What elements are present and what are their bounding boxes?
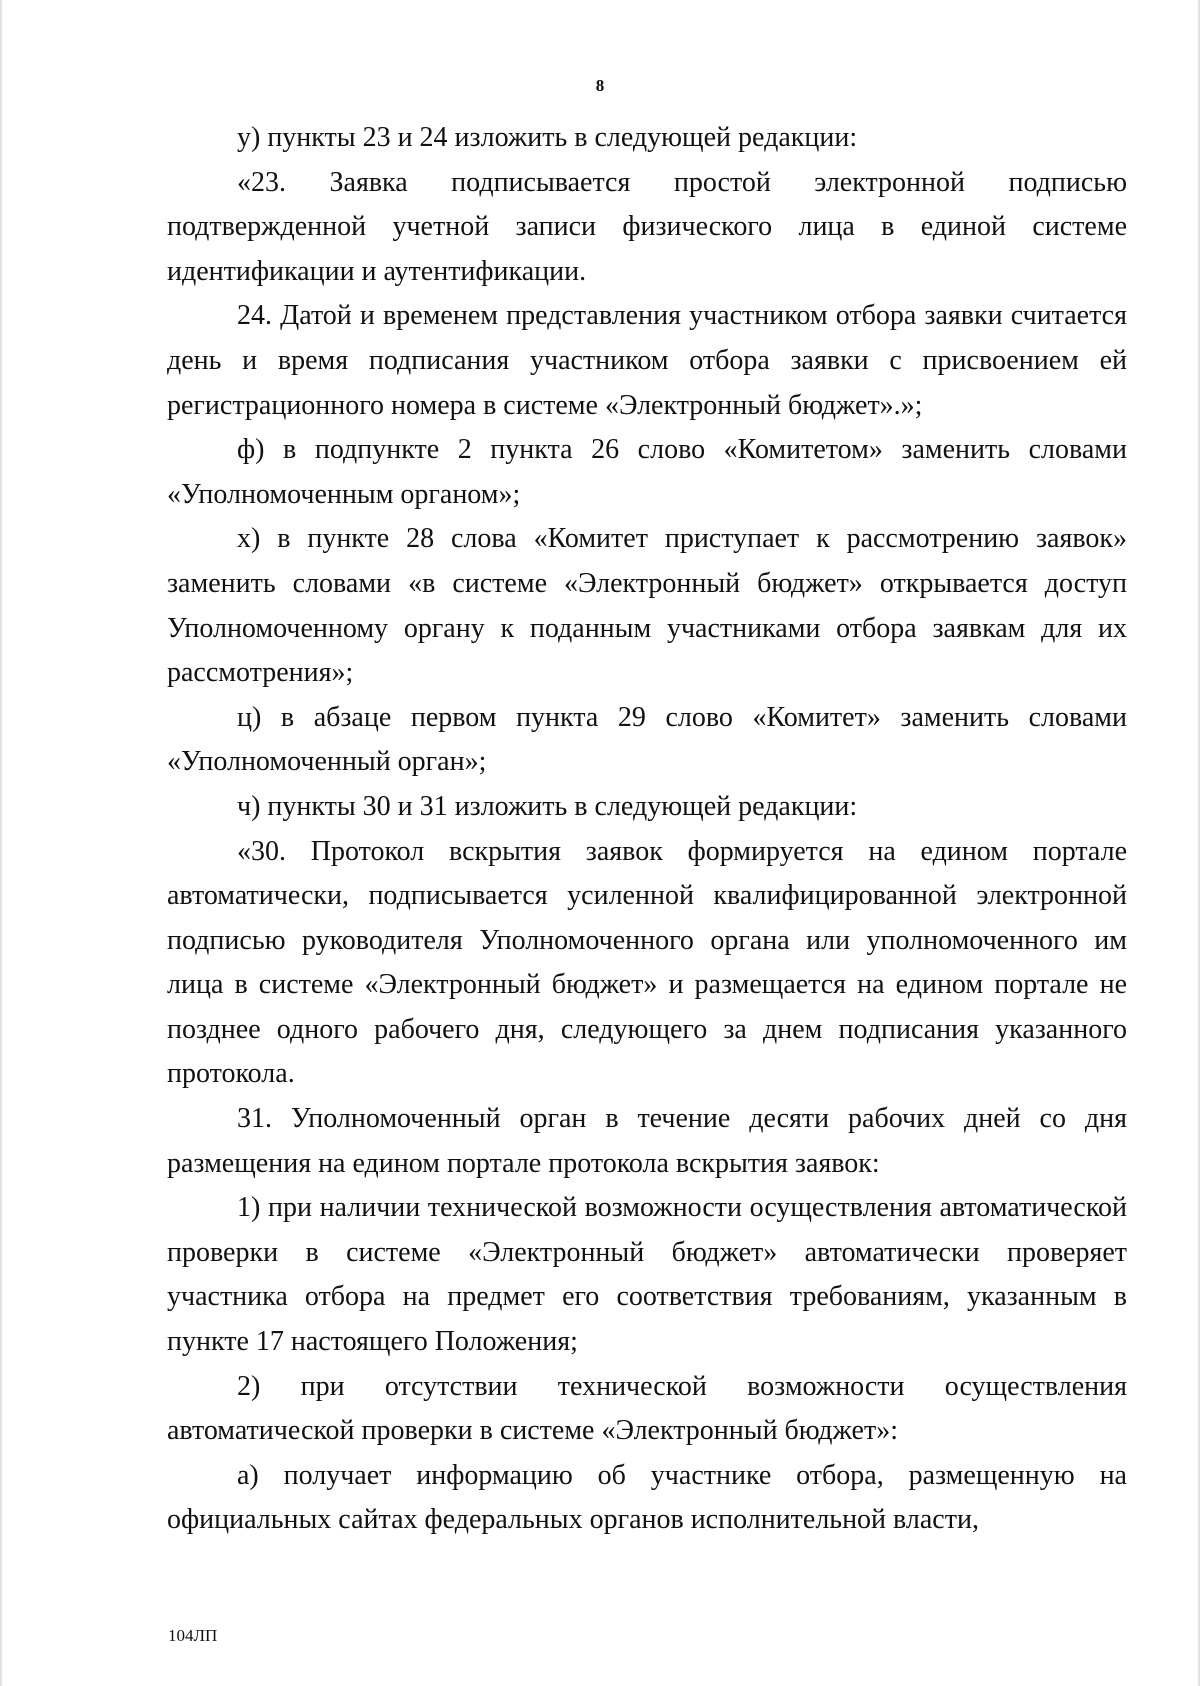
paragraph-u: у) пункты 23 и 24 изложить в следующей редакции: xyxy=(237,122,858,153)
paragraph-31: 31. Уполномоченный орган в течение десяти рабочих дней со дня размещения на едином портале протокола вскрытия заявок: xyxy=(167,1103,1127,1179)
page-number: 8 xyxy=(595,76,605,95)
document-body xyxy=(167,116,1127,1543)
paragraph-30: «30. Протокол вскрытия заявок формируется на едином портале автоматически, подписывается усиленной квалифицированной электронной подписью руководителя Уполномоченного органа или уполномоченного им лица в системе «Электронный бюджет» и размещается на едином портале не позднее одного рабочего дня, следующего за днем подписания указанного протокола. xyxy=(167,835,1127,1090)
paragraph-ch: ч) пункты 30 и 31 изложить в следующей редакции: xyxy=(237,790,858,822)
document-code: 104ЛП xyxy=(168,1626,218,1645)
paragraph-ts: ц) в абзаце первом пункта 29 слово «Комитет» заменить словами «Уполномоченный орган»; xyxy=(167,701,1127,778)
paragraph-23: «23. Заявка подписывается простой электронной подписью подтвержденной учетной записи физического лица в единой системе идентификации и аутентификации. xyxy=(167,166,1127,287)
paragraph-31-item-2a: а) получает информацию об участнике отбора, размещенную на официальных сайтах федеральных органов исполнительной власти, xyxy=(167,1459,1127,1536)
paragraph-31-item-1: 1) при наличии технической возможности осуществления автоматической проверки в системе «Электронный бюджет» автоматически проверяет участника отбора на предмет его соответствия требованиям, указанным в пункте 17 настоящего Положения; xyxy=(167,1192,1127,1358)
scan-edge-left xyxy=(0,0,3,1686)
paragraph-31-item-2: 2) при отсутствии технической возможности осуществления автоматической проверки в системе «Электронный бюджет»: xyxy=(167,1370,1127,1447)
paragraph-24: 24. Датой и временем представления участником отбора заявки считается день и время подписания участником отбора заявки с присвоением ей регистрационного номера в системе «Электронный бюджет».»; xyxy=(167,300,1127,421)
paragraph-f: ф) в подпункте 2 пункта 26 слово «Комитетом» заменить словами «Уполномоченным органом»; xyxy=(167,434,1127,510)
paragraph-kh: х) в пункте 28 слова «Комитет приступает к рассмотрению заявок» заменить словами «в системе «Электронный бюджет» открывается доступ Уполномоченному органу к поданным участниками отбора заявкам для их рассмотрения»; xyxy=(167,523,1127,689)
